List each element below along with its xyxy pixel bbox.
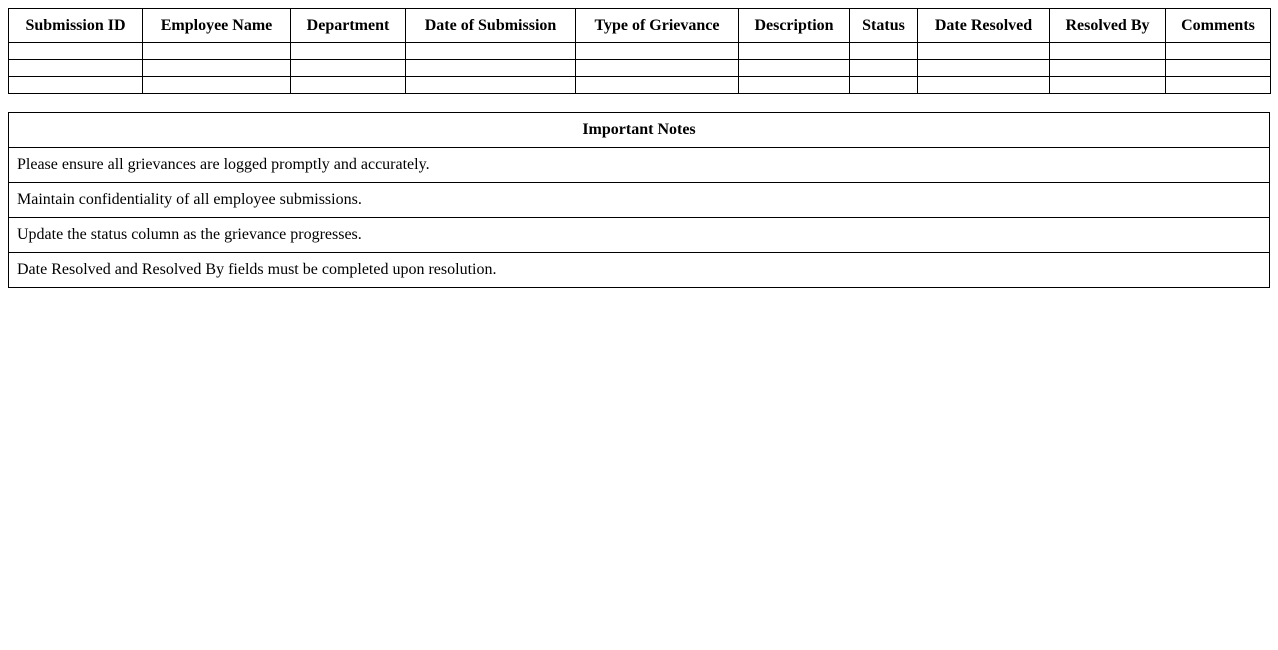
table-cell[interactable] — [739, 60, 850, 77]
column-header-comments: Comments — [1166, 9, 1271, 43]
table-row — [9, 43, 1271, 60]
note-text: Date Resolved and Resolved By fields must be completed upon resolution. — [9, 253, 1270, 288]
notes-title: Important Notes — [9, 113, 1270, 148]
table-cell[interactable] — [143, 77, 291, 94]
table-cell[interactable] — [406, 43, 576, 60]
table-cell[interactable] — [1050, 77, 1166, 94]
table-cell[interactable] — [291, 60, 406, 77]
column-header-type-of-grievance: Type of Grievance — [576, 9, 739, 43]
column-header-date-resolved: Date Resolved — [918, 9, 1050, 43]
column-header-date-of-submission: Date of Submission — [406, 9, 576, 43]
table-cell[interactable] — [576, 60, 739, 77]
column-header-department: Department — [291, 9, 406, 43]
column-header-resolved-by: Resolved By — [1050, 9, 1166, 43]
list-item — [9, 218, 1270, 253]
important-notes-table — [8, 112, 1270, 288]
table-row — [9, 60, 1271, 77]
table-cell[interactable] — [9, 60, 143, 77]
note-text: Maintain confidentiality of all employee submissions. — [9, 183, 1270, 218]
column-header-submission-id: Submission ID — [9, 9, 143, 43]
table-cell[interactable] — [576, 43, 739, 60]
note-text: Please ensure all grievances are logged promptly and accurately. — [9, 148, 1270, 183]
table-cell[interactable] — [406, 77, 576, 94]
column-header-description: Description — [739, 9, 850, 43]
list-item — [9, 148, 1270, 183]
grievance-log-table — [8, 8, 1271, 94]
table-cell[interactable] — [739, 43, 850, 60]
table-cell[interactable] — [143, 60, 291, 77]
column-header-status: Status — [850, 9, 918, 43]
table-cell[interactable] — [291, 43, 406, 60]
table-cell[interactable] — [9, 43, 143, 60]
notes-header-row — [9, 113, 1270, 148]
list-item — [9, 253, 1270, 288]
table-cell[interactable] — [850, 43, 918, 60]
table-cell[interactable] — [739, 77, 850, 94]
page-content — [8, 8, 1270, 288]
column-header-employee-name: Employee Name — [143, 9, 291, 43]
table-cell[interactable] — [1166, 60, 1271, 77]
table-cell[interactable] — [1050, 60, 1166, 77]
table-cell[interactable] — [918, 43, 1050, 60]
table-cell[interactable] — [143, 43, 291, 60]
table-row — [9, 77, 1271, 94]
table-cell[interactable] — [576, 77, 739, 94]
table-cell[interactable] — [918, 77, 1050, 94]
table-cell[interactable] — [918, 60, 1050, 77]
table-cell[interactable] — [1166, 43, 1271, 60]
table-cell[interactable] — [291, 77, 406, 94]
table-cell[interactable] — [850, 77, 918, 94]
note-text: Update the status column as the grievance progresses. — [9, 218, 1270, 253]
table-cell[interactable] — [1166, 77, 1271, 94]
table-cell[interactable] — [9, 77, 143, 94]
table-header-row — [9, 9, 1271, 43]
table-cell[interactable] — [850, 60, 918, 77]
list-item — [9, 183, 1270, 218]
table-cell[interactable] — [406, 60, 576, 77]
table-cell[interactable] — [1050, 43, 1166, 60]
